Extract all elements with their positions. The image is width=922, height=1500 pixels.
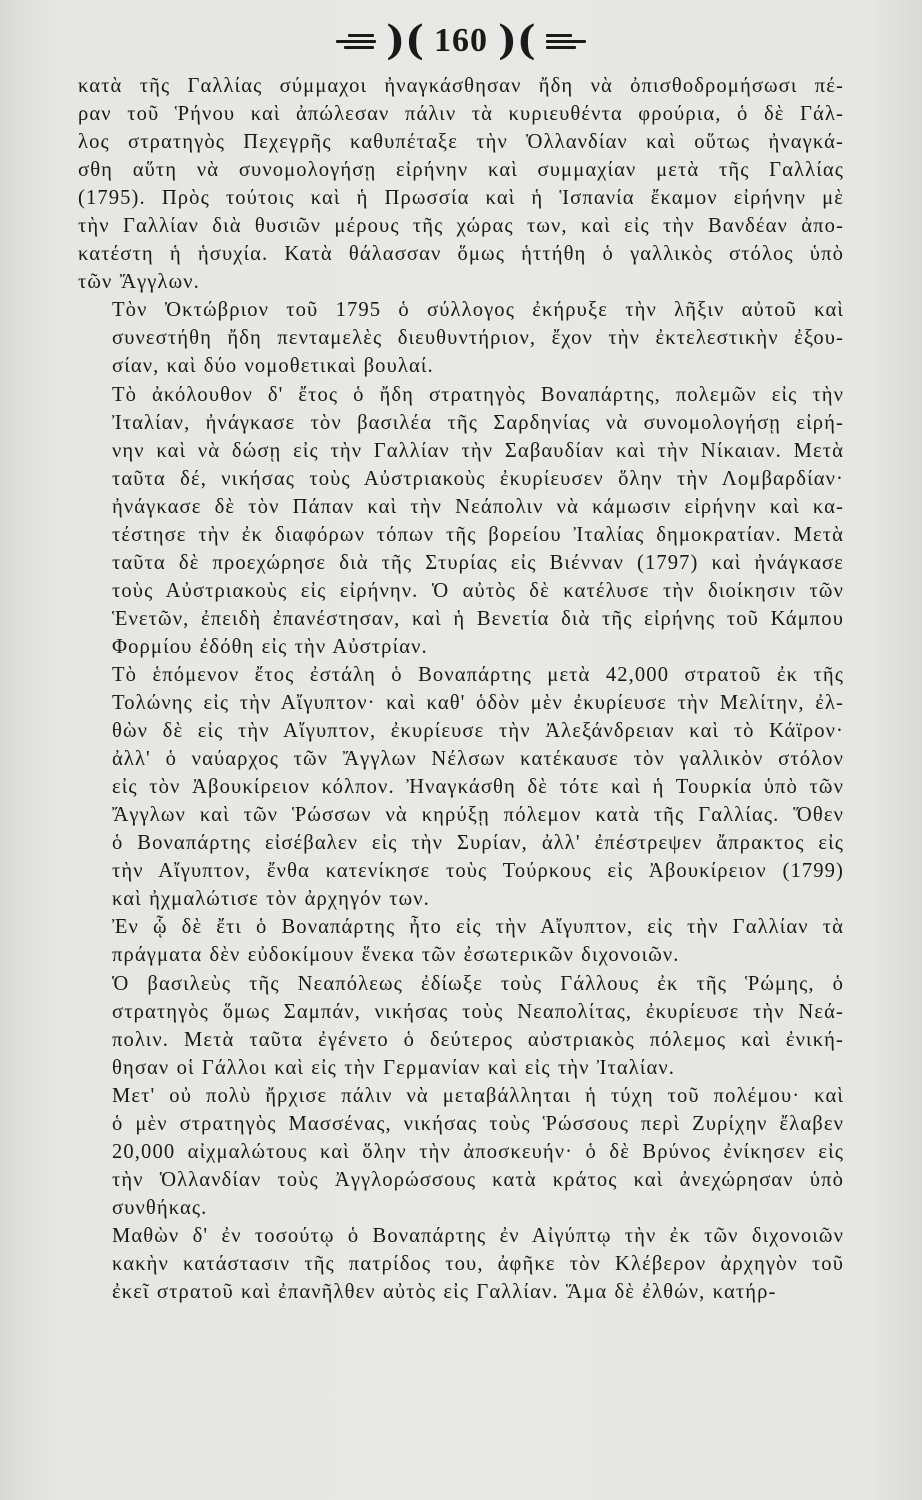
- paragraph: [78, 381, 844, 661]
- text-line: Τὸ ἑπόμενον ἔτος ἐστάλη ὁ Βοναπάρτης μετὰ 42,000 στρατοῦ ἐκ τῆς: [112, 663, 844, 686]
- text-line: τὴν Γαλλίαν διὰ θυσιῶν μέρους τῆς χώρας των, καὶ εἰς τὴν Βανδέαν ἀπο-: [78, 215, 844, 238]
- text-line: κατέστη ἡ ἡσυχία. Κατὰ θάλασσαν ὅμως ἡττήθη ὁ γαλλικὸς στόλος ὑπὸ: [78, 243, 844, 266]
- body-text: [78, 72, 844, 1306]
- text-line: ταῦτα δὲ προεχώρησε διὰ τῆς Στυρίας εἰς Βιένναν (1797) καὶ ἠνάγκασε: [112, 551, 844, 574]
- page-header: [78, 12, 844, 70]
- text-line: Μαθὼν δ' ἐν τοσούτῳ ὁ Βοναπάρτης ἐν Αἰγύπτῳ τὴν ἐκ τῶν διχονοιῶν: [112, 1224, 844, 1247]
- text-line: σίαν, καὶ δύο νομοθετικαὶ βουλαί.: [112, 355, 434, 378]
- text-line: τοὺς Αὐστριακοὺς εἰς εἰρήνην. Ὁ αὐτὸς δὲ κατέλυσε τὴν διοίκησιν τῶν: [112, 579, 844, 602]
- text-line: Τὸ ἀκόλουθον δ' ἔτος ὁ ἤδη στρατηγὸς Βοναπάρτης, πολεμῶν εἰς τὴν: [112, 383, 844, 406]
- paragraph: [78, 970, 844, 1082]
- text-line: Ὁ βασιλεὺς τῆς Νεαπόλεως ἐδίωξε τοὺς Γάλλους ἐκ τῆς Ῥώμης, ὁ: [112, 972, 844, 995]
- text-line: πράγματα δὲν εὐδοκίμουν ἕνεκα τῶν ἐσωτερικῶν διχονοιῶν.: [112, 944, 680, 967]
- header-ornament-left: [336, 34, 376, 49]
- text-line: Ἄγγλων καὶ τῶν Ῥώσσων νὰ κηρύξῃ πόλεμον κατὰ τῆς Γαλλίας. Ὅθεν: [112, 804, 844, 827]
- page-number: 160: [434, 22, 488, 59]
- text-line: ταῦτα δέ, νικήσας τοὺς Αὐστριακοὺς ἐκυρίευσεν ὅλην τὴν Λομβαρδίαν·: [112, 467, 844, 490]
- text-line: τῶν Ἄγγλων.: [78, 271, 200, 294]
- text-line: Μετ' οὐ πολὺ ἤρχισε πάλιν νὰ μεταβάλληται ἡ τύχη τοῦ πολέμου· καὶ: [112, 1084, 844, 1107]
- text-line: τέστησε τὴν ἐκ διαφόρων τόπων τῆς βορείου Ἰταλίας δημοκρατίαν. Μετὰ: [112, 523, 844, 546]
- text-line: κακὴν κατάστασιν τῆς πατρίδος του, ἀφῆκε τὸν Κλέβερον ἀρχηγὸν τοῦ: [112, 1252, 844, 1275]
- text-line: ὁ Βοναπάρτης εἰσέβαλεν εἰς τὴν Συρίαν, ἀλλ' ἐπέστρεψεν ἄπρακτος εἰς: [112, 832, 844, 855]
- text-line: ἐκεῖ στρατοῦ καὶ ἐπανῆλθεν αὐτὸς εἰς Γαλλίαν. Ἅμα δὲ ἐλθών, κατήρ-: [112, 1281, 777, 1304]
- text-line: τὴν Αἴγυπτον, ἔνθα κατενίκησε τοὺς Τούρκους εἰς Ἀβουκίρειον (1799): [112, 860, 844, 883]
- text-line: ραν τοῦ Ῥήνου καὶ ἀπώλεσαν πάλιν τὰ κυριευθέντα φρούρια, ὁ δὲ Γάλ-: [78, 103, 844, 126]
- header-ornament-right: [546, 34, 586, 49]
- text-line: στρατηγὸς ὅμως Σαμπάν, νικήσας τοὺς Νεαπολίτας, ἐκυρίευσε τὴν Νεά-: [112, 1000, 844, 1023]
- text-line: πολιν. Μετὰ ταῦτα ἐγένετο ὁ δεύτερος αὐστριακὸς πόλεμος καὶ ἐνική-: [112, 1028, 844, 1051]
- paragraph: [78, 661, 844, 913]
- text-line: θησαν οἱ Γάλλοι καὶ εἰς τὴν Γερμανίαν καὶ εἰς τὴν Ἰταλίαν.: [112, 1056, 676, 1079]
- text-line: Ἐν ᾧ δὲ ἔτι ὁ Βοναπάρτης ἦτο εἰς τὴν Αἴγυπτον, εἰς τὴν Γαλλίαν τὰ: [112, 916, 844, 939]
- text-line: σθη αὕτη νὰ συνομολογήσῃ εἰρήνην καὶ συμμαχίαν μετὰ τῆς Γαλλίας: [78, 159, 844, 182]
- text-line: καὶ ἠχμαλώτισε τὸν ἀρχηγόν των.: [112, 888, 430, 911]
- text-line: θὼν δὲ εἰς τὴν Αἴγυπτον, ἐκυρίευσε τὴν Ἀλεξάνδρειαν καὶ τὸ Κάϊρον·: [112, 720, 844, 743]
- header-bracket-right: )(: [498, 17, 536, 64]
- text-line: λος στρατηγὸς Πεχεγρῆς καθυπέταξε τὴν Ὁλλανδίαν καὶ οὕτως ἠναγκά-: [78, 131, 844, 154]
- text-line: εἰς τὸν Ἀβουκίρειον κόλπον. Ἠναγκάσθη δὲ τότε καὶ ἡ Τουρκία ὑπὸ τῶν: [112, 776, 844, 799]
- header-bracket-left: )(: [386, 17, 424, 64]
- text-line: κατὰ τῆς Γαλλίας σύμμαχοι ἠναγκάσθησαν ἤδη νὰ ὀπισθοδρομήσωσι πέ-: [78, 75, 844, 97]
- text-line: ὁ μὲν στρατηγὸς Μασσένας, νικήσας τοὺς Ῥώσσους περὶ Ζυρίχην ἔλαβεν: [112, 1112, 844, 1135]
- text-line: 20,000 αἰχμαλώτους καὶ ὅλην τὴν ἀποσκευήν· ὁ δὲ Βρύνος ἐνίκησεν εἰς: [112, 1140, 844, 1163]
- text-line: συνθήκας.: [112, 1196, 208, 1219]
- paragraph: [78, 1082, 844, 1222]
- text-line: ἠνάγκασε δὲ τὸν Πάπαν καὶ τὴν Νεάπολιν νὰ κάμωσιν εἰρήνην καὶ κα-: [112, 495, 844, 518]
- text-line: Ἑνετῶν, ἐπειδὴ ἐπανέστησαν, καὶ ἡ Βενετία διὰ τῆς εἰρήνης τοῦ Κάμπου: [112, 607, 844, 630]
- text-line: Ἰταλίαν, ἠνάγκασε τὸν βασιλέα τῆς Σαρδηνίας νὰ συνομολογήσῃ εἰρή-: [112, 411, 844, 434]
- text-line: Τολώνης εἰς τὴν Αἴγυπτον· καὶ καθ' ὁδὸν μὲν ἐκυρίευσε τὴν Μελίτην, ἐλ-: [112, 692, 844, 715]
- text-line: Φορμίου ἐδόθη εἰς τὴν Αὐστρίαν.: [112, 635, 428, 658]
- paragraph: [78, 913, 844, 969]
- text-line: Τὸν Ὀκτώβριον τοῦ 1795 ὁ σύλλογος ἐκήρυξε τὴν λῆξιν αὐτοῦ καὶ: [112, 299, 844, 322]
- paragraph: [78, 72, 844, 296]
- text-line: συνεστήθη ἤδη πενταμελὲς διευθυντήριον, ἔχον τὴν ἐκτελεστικὴν ἐξου-: [112, 327, 844, 350]
- text-line: νην καὶ νὰ δώσῃ εἰς τὴν Γαλλίαν τὴν Σαβαυδίαν καὶ τὴν Νίκαιαν. Μετὰ: [112, 439, 844, 462]
- text-line: (1795). Πρὸς τούτοις καὶ ἡ Πρωσσία καὶ ἡ Ἱσπανία ἔκαμον εἰρήνην μὲ: [78, 187, 844, 210]
- text-line: ἀλλ' ὁ ναύαρχος τῶν Ἄγγλων Νέλσων κατέκαυσε τὸν γαλλικὸν στόλον: [112, 748, 844, 771]
- paragraph: [78, 296, 844, 380]
- paragraph: [78, 1222, 844, 1306]
- text-line: τὴν Ὁλλανδίαν τοὺς Ἀγγλορώσσους κατὰ κράτος καὶ ἀνεχώρησαν ὑπὸ: [112, 1168, 844, 1191]
